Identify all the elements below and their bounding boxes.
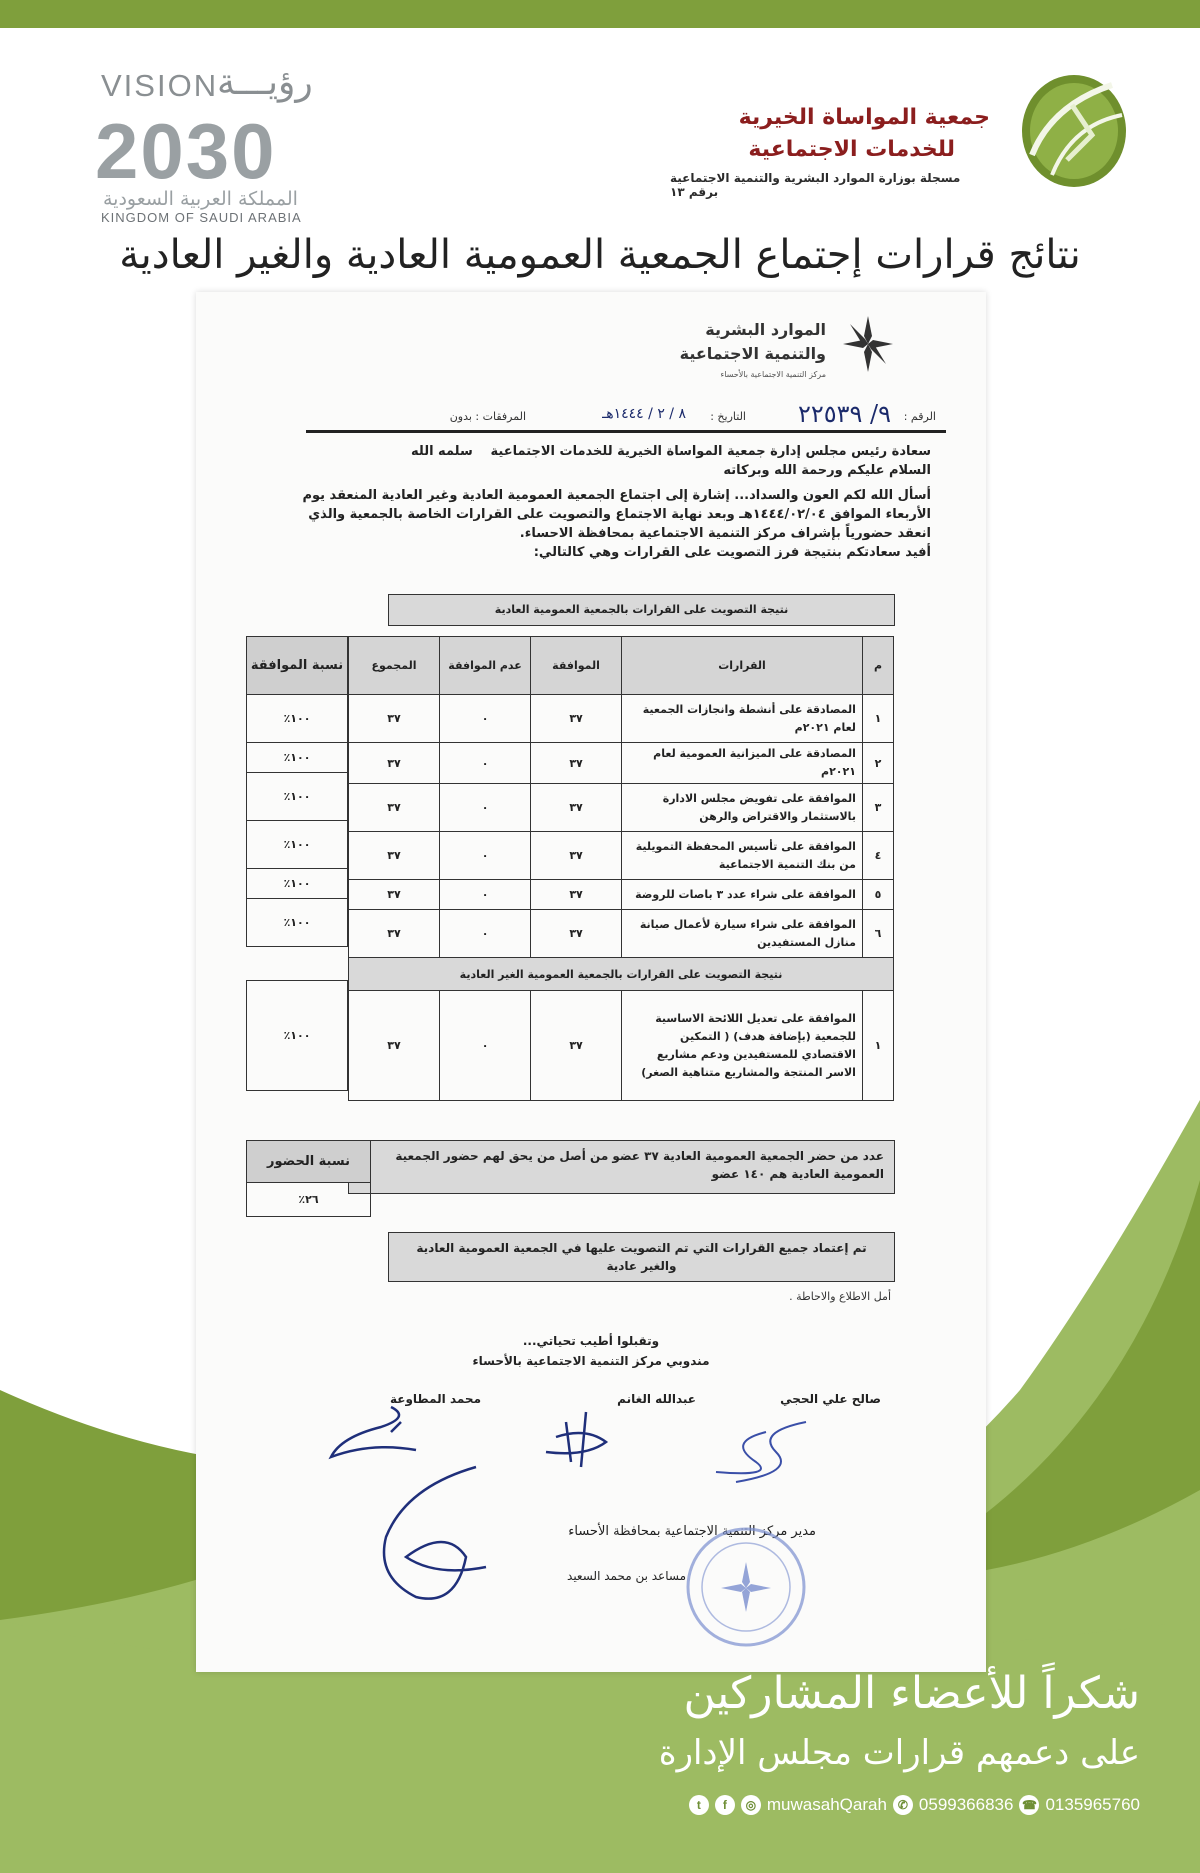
- signer-3: محمد المطاوعة: [389, 1392, 481, 1406]
- row-agree: ٣٧: [531, 743, 622, 784]
- pct-row: [247, 899, 348, 947]
- row-index: ٥: [862, 880, 893, 910]
- ministry-line1: الموارد البشرية: [705, 320, 826, 339]
- row-index: ١: [862, 991, 893, 1101]
- approval-pct: ١٠٠٪: [247, 695, 348, 743]
- attendance-pct: ٢٦٪: [247, 1183, 371, 1217]
- row-total: ٣٧: [349, 695, 440, 743]
- official-stamp-icon: [681, 1522, 811, 1652]
- approval-pct: ١٠٠٪: [247, 773, 348, 821]
- row-index: ١: [862, 695, 893, 743]
- row-agree: ٣٧: [531, 991, 622, 1101]
- contact-bar: [689, 1795, 1140, 1815]
- greeting: السلام عليكم ورحمة الله وبركاته: [723, 463, 931, 478]
- row-decision: المصادقة على أنشطة وانجازات الجمعية لعام ٢٠٢١م: [622, 695, 863, 743]
- col-index: م: [862, 637, 893, 695]
- row-disagree: ٠: [440, 991, 531, 1101]
- kingdom-ar: المملكة العربية السعودية: [103, 188, 298, 210]
- twitter-icon[interactable]: t: [689, 1795, 709, 1815]
- director-signature-icon: [346, 1457, 516, 1617]
- row-index: ٦: [862, 910, 893, 958]
- approval-pct: ١٠٠٪: [247, 821, 348, 869]
- row-agree: ٣٧: [531, 784, 622, 832]
- vision-en: VISION: [101, 68, 219, 103]
- director-title: مدير مركز التنمية الاجتماعية بمحافظة الأحساء: [568, 1524, 816, 1539]
- row-agree: ٣٧: [531, 910, 622, 958]
- col-disagree: عدم الموافقة: [440, 637, 531, 695]
- kingdom-en: KINGDOM OF SAUDI ARABIA: [101, 210, 302, 225]
- ministry-line2: والتنمية الاجتماعية: [679, 344, 826, 363]
- letter-intro: أفيد سعادتكم بنتيجة فرز التصويت على القرارات وهي كالتالي:: [533, 545, 931, 560]
- pct-row: [247, 981, 348, 1091]
- row-disagree: ٠: [440, 832, 531, 880]
- pct-spacer-cell: [247, 947, 348, 981]
- signature-1-icon: [696, 1412, 826, 1492]
- organization-header: [670, 65, 1140, 205]
- row-total: ٣٧: [349, 743, 440, 784]
- table-row: [349, 832, 894, 880]
- approval-statement: تم إعتماد جميع القرارات التي تم التصويت عليها في الجمعية العمومية العادية والغير عادية: [388, 1232, 895, 1282]
- phone-icon[interactable]: ☎: [1019, 1795, 1039, 1815]
- reference-line: [306, 400, 936, 430]
- table-row: [349, 880, 894, 910]
- organization-logo-icon: [1012, 65, 1140, 195]
- table-row: [349, 743, 894, 784]
- whatsapp-icon[interactable]: ✆: [893, 1795, 913, 1815]
- signer-2: عبدالله الغانم: [617, 1392, 696, 1406]
- top-green-bar: [0, 0, 1200, 28]
- row-decision: المصادقة على الميزانية العمومية لعام ٢٠٢١م: [622, 743, 863, 784]
- row-decision: الموافقة على شراء سيارة لأعمال صيانة منازل المستفيدين: [622, 910, 863, 958]
- addressee: سعادة رئيس مجلس إدارة جمعية المواساة الخيرية للخدمات الاجتماعية: [490, 444, 931, 459]
- signer-1: صالح علي الحجي: [780, 1392, 881, 1406]
- social-handle[interactable]: muwasahQarah: [766, 1795, 887, 1814]
- approval-pct: ١٠٠٪: [247, 869, 348, 899]
- approval-pct: ١٠٠٪: [247, 743, 348, 773]
- col-total: المجموع: [349, 637, 440, 695]
- org-name-line2: للخدمات الاجتماعية: [748, 137, 955, 162]
- ministry-logo-icon: [841, 314, 896, 374]
- pct-row: [247, 743, 348, 773]
- row-disagree: ٠: [440, 695, 531, 743]
- pct-row: [247, 695, 348, 743]
- closing-line2: مندوبي مركز التنمية الاجتماعية بالأحساء: [472, 1354, 710, 1368]
- row-index: ٤: [862, 832, 893, 880]
- facebook-icon[interactable]: f: [715, 1795, 735, 1815]
- letter-paragraph: أسأل الله لكم العون والسداد... إشارة إلى اجتماع الجمعية العمومية العادية وغير العادية المنعقد يوم الأربعاء الموافق ١٤٤٤/٠٢/٠٤هـ وبعد نهاية الاجتماع والتصويت على القرارات الخاصة بالجمعية والذي انعقد حضورياً بإشراف مركز التنمية الاجتماعية بمحافظة الاحساء.: [302, 488, 931, 541]
- ministry-header: [636, 314, 896, 384]
- attendance-header: نسبة الحضور: [247, 1141, 371, 1183]
- org-registration: مسجلة بوزارة الموارد البشرية والتنمية الاجتماعية برقم ١٣: [670, 171, 961, 199]
- row-disagree: ٠: [440, 784, 531, 832]
- vision-ar: رؤيـــة: [217, 62, 313, 103]
- phone-landline[interactable]: 0135965760: [1045, 1795, 1140, 1814]
- pct-row: [247, 773, 348, 821]
- salam-short: سلمه الله: [411, 444, 473, 459]
- row-disagree: ٠: [440, 743, 531, 784]
- col-decision: القرارات: [622, 637, 863, 695]
- closing-note: أمل الاطلاع والاحاطة .: [789, 1290, 891, 1303]
- row-total: ٣٧: [349, 880, 440, 910]
- table-row: [349, 910, 894, 958]
- attachments: المرفقات : بدون: [449, 410, 526, 423]
- vision-2030-logo: [95, 62, 335, 225]
- letter-body: [271, 442, 931, 562]
- phone-mobile[interactable]: 0599366836: [918, 1795, 1014, 1814]
- table-row: [349, 784, 894, 832]
- row-total: ٣٧: [349, 991, 440, 1101]
- row-agree: ٣٧: [531, 880, 622, 910]
- org-name-line1: جمعية المواساة الخيرية: [738, 105, 990, 130]
- pct-spacer: [247, 947, 348, 981]
- attendance-text: عدد من حضر الجمعية العمومية العادية ٣٧ عضو من أصل من يحق لهم حضور الجمعية العمومية العادية هم ١٤٠ عضو: [348, 1140, 895, 1194]
- row-decision: الموافقة على تفويض مجلس الادارة بالاستثمار والاقتراض والرهن: [622, 784, 863, 832]
- ref-number: ٩/ ٢٢٥٣٩: [797, 400, 891, 428]
- row-total: ٣٧: [349, 910, 440, 958]
- approval-table: [246, 636, 348, 1091]
- row-index: ٣: [862, 784, 893, 832]
- attendance-table: [246, 1140, 371, 1217]
- director-name: مساعد بن محمد السعيد: [567, 1569, 686, 1583]
- page-title: نتائج قرارات إجتماع الجمعية العمومية العادية والغير العادية: [119, 232, 1081, 278]
- row-decision: الموافقة على تأسيس المحفظة التمويلية من بنك التنمية الاجتماعية: [622, 832, 863, 880]
- official-letter: [196, 292, 986, 1672]
- year-2030: 2030: [95, 107, 277, 195]
- row-total: ٣٧: [349, 784, 440, 832]
- decisions-table: [348, 636, 894, 1101]
- row-disagree: ٠: [440, 880, 531, 910]
- row-agree: ٣٧: [531, 832, 622, 880]
- section-extraordinary: نتيجة التصويت على القرارات بالجمعية العمومية الغير العادية: [349, 958, 894, 991]
- header-rule: [306, 430, 946, 433]
- thanks-subheading: على دعمهم قرارات مجلس الإدارة: [658, 1733, 1140, 1773]
- closing-line1: وتقبلوا أطيب تحياتي...: [522, 1334, 660, 1348]
- ref-label: الرقم :: [903, 410, 936, 423]
- signature-2-icon: [526, 1407, 616, 1477]
- row-index: ٢: [862, 743, 893, 784]
- table-row: [349, 991, 894, 1101]
- col-agree: الموافقة: [531, 637, 622, 695]
- date-value: ٨ / ٢ / ١٤٤٤هـ: [602, 406, 686, 422]
- approval-pct: ١٠٠٪: [247, 981, 348, 1091]
- approval-header: نسبة الموافقة: [247, 637, 348, 695]
- pct-row: [247, 821, 348, 869]
- thanks-heading: شكراً للأعضاء المشاركين: [683, 1668, 1140, 1719]
- approval-pct: ١٠٠٪: [247, 899, 348, 947]
- instagram-icon[interactable]: ◎: [741, 1795, 761, 1815]
- row-decision: الموافقة على تعديل اللائحة الاساسية للجمعية (بإضافة هدف) ( التمكين الاقتصادي للمستفيدين ودعم مشاريع الاسر المنتجة والمشاريع متناهية الصغر): [622, 991, 863, 1101]
- date-label: التاريخ :: [710, 410, 746, 423]
- row-total: ٣٧: [349, 832, 440, 880]
- row-agree: ٣٧: [531, 695, 622, 743]
- pct-row: [247, 869, 348, 899]
- row-disagree: ٠: [440, 910, 531, 958]
- row-decision: الموافقة على شراء عدد ٣ باصات للروضة: [622, 880, 863, 910]
- section-ordinary: نتيجة التصويت على القرارات بالجمعية العمومية العادية: [388, 594, 895, 626]
- table-row: [349, 695, 894, 743]
- ministry-line3: مركز التنمية الاجتماعية بالأحساء: [720, 370, 826, 379]
